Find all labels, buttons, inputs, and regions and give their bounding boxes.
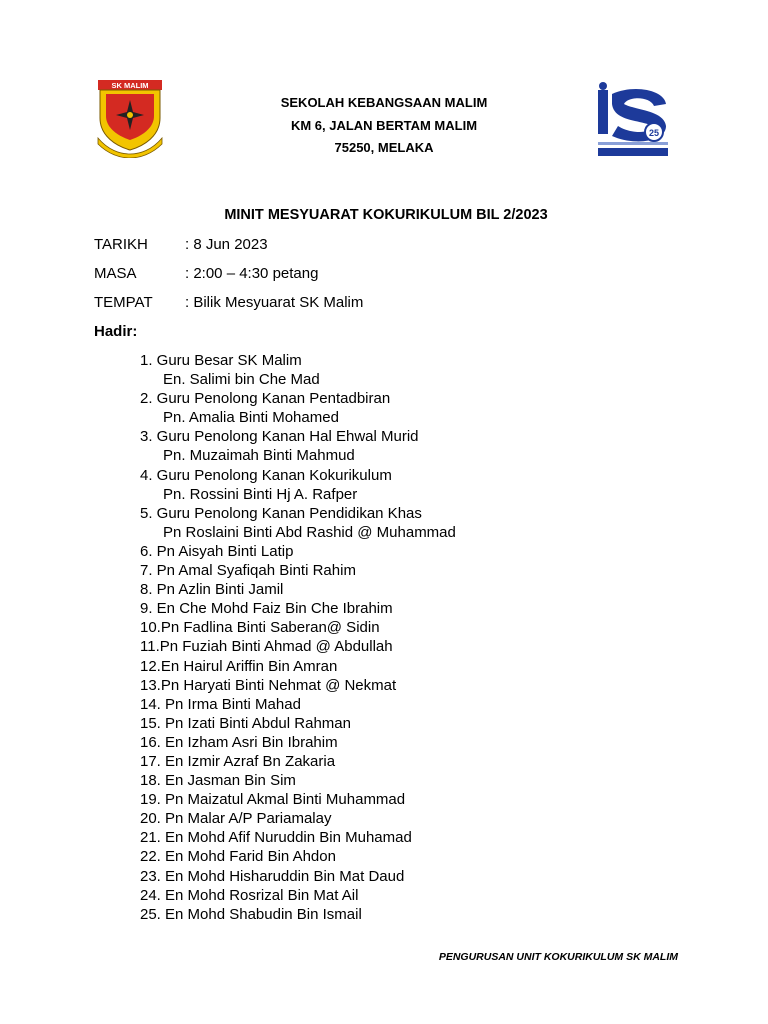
meta-value: : Bilik Mesyuarat SK Malim <box>185 294 364 311</box>
footer-text: PENGURUSAN UNIT KOKURIKULUM SK MALIM <box>438 951 678 963</box>
list-item: 16. En Izham Asri Bin Ibrahim <box>140 733 338 751</box>
list-item: 4. Guru Penolong Kanan Kokurikulum <box>140 466 392 484</box>
meta-label: TARIKH <box>94 236 148 253</box>
program-emblem-logo <box>594 80 672 162</box>
meta-label: TEMPAT <box>94 294 153 311</box>
list-item: 10.Pn Fadlina Binti Saberan@ Sidin <box>140 619 380 637</box>
school-header <box>200 94 568 162</box>
school-crest-logo <box>94 78 166 158</box>
list-item: 17. En Izmir Azraf Bn Zakaria <box>140 752 336 770</box>
list-item: 23. En Mohd Hisharuddin Bin Mat Daud <box>140 867 405 885</box>
list-item: 5. Guru Penolong Kanan Pendidikan Khas <box>140 504 422 522</box>
attendee-list <box>140 351 456 924</box>
list-item: 9. En Che Mohd Faiz Bin Che Ibrahim <box>140 600 393 618</box>
meta-label: MASA <box>94 265 137 282</box>
list-item: 22. En Mohd Farid Bin Ahdon <box>140 848 336 866</box>
address-line-1: KM 6, JALAN BERTAM MALIM <box>290 117 478 133</box>
list-item: 12.En Hairul Ariffin Bin Amran <box>140 657 338 675</box>
list-item: 14. Pn Irma Binti Mahad <box>140 695 301 713</box>
meta-value: : 8 Jun 2023 <box>185 236 268 253</box>
meta-value: : 2:00 – 4:30 petang <box>185 265 319 282</box>
list-item: 3. Guru Penolong Kanan Hal Ehwal Murid <box>140 428 419 446</box>
list-item: 8. Pn Azlin Binti Jamil <box>140 581 284 599</box>
svg-text:25: 25 <box>648 128 660 138</box>
list-item: 13.Pn Haryati Binti Nehmat @ Nekmat <box>140 676 397 694</box>
list-item-name: Pn. Muzaimah Binti Mahmud <box>163 447 355 465</box>
list-item: 19. Pn Maizatul Akmal Binti Muhammad <box>140 791 406 809</box>
list-item: 20. Pn Malar A/P Pariamalay <box>140 810 332 828</box>
list-item: 7. Pn Amal Syafiqah Binti Rahim <box>140 562 356 580</box>
list-item: 11.Pn Fuziah Binti Ahmad @ Abdullah <box>140 638 393 656</box>
list-item-name: Pn. Amalia Binti Mohamed <box>163 409 339 427</box>
list-item: 25. En Mohd Shabudin Bin Ismail <box>140 905 362 923</box>
attendance-heading: Hadir: <box>94 323 138 340</box>
list-item: 24. En Mohd Rosrizal Bin Mat Ail <box>140 886 359 904</box>
list-item-name: Pn Roslaini Binti Abd Rashid @ Muhammad <box>163 523 456 541</box>
list-item: 15. Pn Izati Binti Abdul Rahman <box>140 714 351 732</box>
list-item-name: Pn. Rossini Binti Hj A. Rafper <box>163 485 358 503</box>
document-title: MINIT MESYUARAT KOKURIKULUM BIL 2/2023 <box>224 207 548 223</box>
list-item: 2. Guru Penolong Kanan Pentadbiran <box>140 390 391 408</box>
list-item: 6. Pn Aisyah Binti Latip <box>140 542 294 560</box>
list-item: 18. En Jasman Bin Sim <box>140 772 296 790</box>
list-item-name: En. Salimi bin Che Mad <box>163 371 320 389</box>
list-item: 21. En Mohd Afif Nuruddin Bin Muhamad <box>140 829 412 847</box>
address-line-2: 75250, MELAKA <box>334 140 434 155</box>
svg-text:SK MALIM: SK MALIM <box>111 81 149 90</box>
school-name: SEKOLAH KEBANGSAAN MALIM <box>280 95 488 110</box>
list-item: 1. Guru Besar SK Malim <box>140 352 302 369</box>
